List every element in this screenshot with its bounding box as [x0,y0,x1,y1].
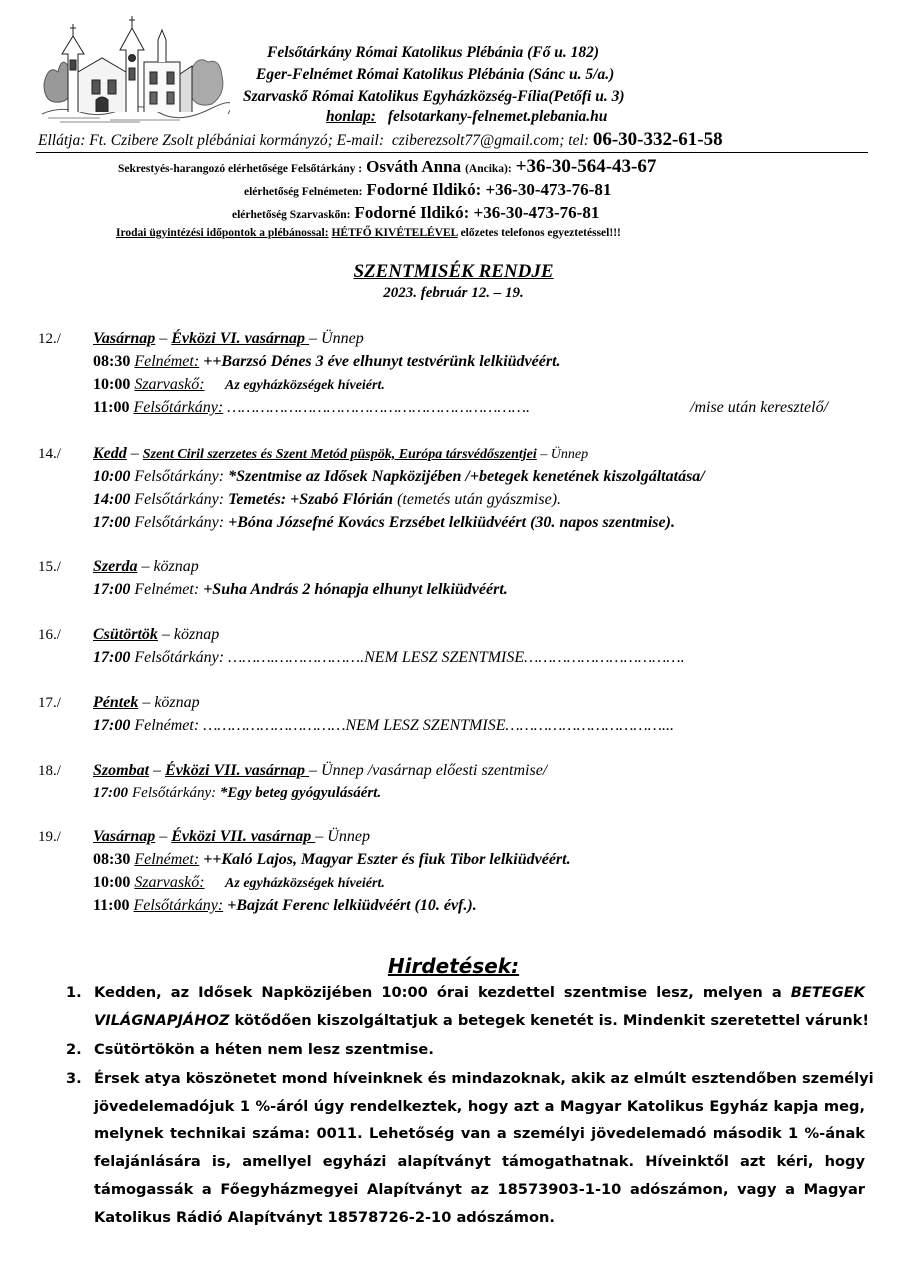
feast-rank: – Ünnep [536,447,589,462]
day-name: Szombat [93,762,150,779]
szarvasko-contact-line [232,203,599,223]
day-heading [93,558,199,576]
announcement-text-line: VILÁGNAPJÁHOZ kötődően kiszolgáltatjuk a betegek kenetét is. Mindenkit szeretettel várunk! [94,1011,870,1029]
felnemet-label: elérhetőség Felnémeten: [244,186,363,198]
feast-rank: – Ünnep /vasárnap előesti szentmise/ [309,762,548,779]
szarvasko-label: elérhetőség Szarvaskőn: [232,209,351,221]
mass-intention: Temetés: +Szabó Flórián [224,491,394,508]
homepage-label: honlap: [326,108,376,125]
baptism-note: /mise után keresztelő/ [690,399,829,416]
office-hours-note: előzetes telefonos egyeztetéssel!!! [460,227,621,239]
mass-row [93,874,385,892]
mass-time: 14:00 [93,491,131,508]
day-heading [93,762,547,780]
felnemet-contact: Fodorné Ildikó: +36-30-473-76-81 [366,180,612,199]
mass-intention: +Bóna Józsefné Kovács Erzsébet lelkiüdvéért (30. napos szentmise). [224,514,675,531]
szarvasko-contact: Fodorné Ildikó: +36-30-473-76-81 [354,203,600,222]
announcement-text-line: felajánlására is, amellyel egyházi alapítványt támogathatnak. Híveinktől azt kéri, hogy [94,1153,865,1171]
day-number: 12./ [38,331,61,347]
mass-time: 08:30 [93,353,131,370]
mass-intention: ++Barzsó Dénes 3 éve elhunyt testvérünk lelkiüdvéért. [199,353,561,370]
mass-row [93,491,561,509]
mass-location: Felsőtárkány: [132,785,217,801]
mass-row [93,468,705,486]
mass-intention: …………………………NEM LESZ SZENTMISE……………………………... [199,717,674,734]
day-separator: – [149,762,166,779]
feast-rank: köznap [173,626,220,643]
feast-name: Évközi VII. vasárnap [171,828,316,845]
mass-location: Felnémet: [134,717,200,734]
announcement-text-line: melynek technikai száma: 0011. Lehetőség van a személyi jövedelemadó második 1 %-ának [94,1125,865,1143]
announcement-text-line: támogassák a Főegyházmegyei Alapítványt az 18573903-1-10 adószámon, vagy a Magyar [94,1180,865,1198]
felnemet-contact-line [244,180,611,200]
feast-rank: köznap [154,694,200,711]
mass-row [93,717,674,735]
day-name: Péntek [93,694,139,711]
day-separator: – [126,445,143,462]
sacristan-nick: (Ancika): [465,163,512,175]
day-name: Vasárnap [93,828,156,845]
schedule-date-range: 2023. február 12. – 19. [383,285,524,301]
mass-location: Felsőtárkány: [134,468,225,485]
sacristan-phone: +36-30-564-43-67 [515,156,657,177]
day-number: 19./ [38,829,61,845]
parish-line-3: Szarvaskő Római Katolikus Egyházközség-Fília(Petőfi u. 3) [243,88,625,105]
announcement-number: 2. [66,1041,82,1058]
mass-time: 11:00 [93,399,130,416]
feast-name: Évközi VI. vasárnap [171,330,310,347]
caretaker-text: Ellátja: Ft. Czibere Zsolt plébániai kormányzó; E-mail: [38,132,384,149]
day-name: Vasárnap [93,330,156,347]
office-hours-line [116,227,621,239]
mass-location: Felnémet: [134,851,200,868]
mass-time: 08:30 [93,851,131,868]
mass-row [93,514,675,532]
sacristan-line [118,156,656,178]
mass-location: Felnémet: [134,353,200,370]
day-heading [93,626,219,644]
mass-location: Felnémet: [134,581,200,598]
announcements-title: Hirdetések: [387,954,520,978]
day-number: 16./ [38,627,61,643]
announcement-number: 1. [66,984,82,1001]
church-illustration [40,14,230,126]
mass-row [93,897,477,915]
homepage-link[interactable]: felsotarkany-felnemet.plebania.hu [387,108,608,125]
mass-location: Felsőtárkány: [133,399,224,416]
mass-time: 17:00 [93,717,131,734]
phone-number: 06-30-332-61-58 [592,129,723,150]
mass-time: 17:00 [93,785,128,801]
mass-intention: +Bajzát Ferenc lelkiüdvéért (10. évf.). [223,897,477,914]
mass-intention: Az egyházközségek híveiért. [204,378,385,393]
day-number: 18./ [38,763,61,779]
announcement-text-line: Katolikus Rádió Alapítványt 18578726-2-10 adószámon. [94,1208,555,1226]
mass-row [93,399,530,417]
announcement-text-line: Csütörtökön a héten nem lesz szentmise. [94,1041,434,1058]
day-number: 14./ [38,446,61,462]
mass-time: 11:00 [93,897,130,914]
announcement-text-line: Kedden, az Idősek Napközijében 10:00 órai kezdettel szentmise lesz, melyen a BETEGEK [94,984,865,1001]
feast-rank: köznap [153,558,199,575]
day-separator: – [155,330,172,347]
mass-intention: Az egyházközségek híveiért. [204,876,385,891]
email-link[interactable]: cziberezsolt77@gmail.com; [391,132,565,149]
mass-time: 10:00 [93,468,131,485]
mass-intention: *Szentmise az Idősek Napközijében /+betegek kenetének kiszolgáltatása/ [224,468,705,485]
tel-label: tel: [568,132,589,149]
mass-row [93,376,385,394]
mass-intention: ……….……………….NEM LESZ SZENTMISE……………………………. [224,649,685,666]
sacristan-name: Osváth Anna [366,157,462,176]
day-heading [93,330,364,348]
mass-note: (temetés után gyászmise). [393,491,562,508]
day-heading [93,445,588,463]
mass-time: 17:00 [93,649,131,666]
day-name: Szerda [93,558,138,575]
feast-rank: – Ünnep [309,330,364,347]
mass-intention: +Suha András 2 hónapja elhunyt lelkiüdvéért. [199,581,508,598]
day-separator: – [155,828,172,845]
day-name: Csütörtök [93,626,158,643]
mass-time: 17:00 [93,581,131,598]
homepage-line [326,108,607,126]
announcement-text-line: jövedelemadójuk 1 %-áról úgy rendelkeztek, hogy azt a Magyar Katolikus Egyház kapja meg, [94,1097,865,1115]
schedule-title: SZENTMISÉK RENDJE [353,261,554,282]
announcement-text-line: Érsek atya köszönetet mond híveinknek és mindazoknak, akik az elmúlt esztendőben személyi [94,1070,874,1087]
mass-intention: ………………………………………………………. [223,399,530,416]
feast-name: Szent Ciril szerzetes és Szent Metód püspök, Európa társvédőszentjei [142,447,537,462]
mass-location: Szarvaskő: [134,874,205,891]
mass-row [93,353,561,371]
mass-location: Szarvaskő: [134,376,205,393]
office-hours-label: Irodai ügyintézési időpontok a plébánossal: [116,227,329,239]
mass-location: Felsőtárkány: [133,897,224,914]
mass-intention: ++Kaló Lajos, Magyar Eszter és fiuk Tibor lelkiüdvéért. [199,851,571,868]
mass-row [93,785,381,802]
header-divider [36,152,868,153]
parish-line-1: Felsőtárkány Római Katolikus Plébánia (Fő u. 182) [267,44,599,61]
mass-time: 10:00 [93,376,131,393]
day-separator: – [138,694,155,711]
mass-row [93,581,508,599]
office-hours-exception: HÉTFŐ KIVÉTELÉVEL [331,227,458,239]
day-separator: – [157,626,174,643]
mass-row [93,649,685,667]
announcement-number: 3. [66,1070,82,1087]
feast-rank: – Ünnep [315,828,370,845]
mass-time: 17:00 [93,514,131,531]
day-name: Kedd [93,445,127,462]
mass-location: Felsőtárkány: [134,514,225,531]
parish-line-2: Eger-Felnémet Római Katolikus Plébánia (Sánc u. 5/a.) [256,66,615,83]
day-heading [93,694,200,712]
day-separator: – [137,558,154,575]
feast-name: Évközi VII. vasárnap [165,762,310,779]
mass-location: Felsőtárkány: [134,649,225,666]
day-number: 15./ [38,559,61,575]
day-number: 17./ [38,695,61,711]
mass-time: 10:00 [93,874,131,891]
mass-row [93,851,571,869]
mass-intention: *Egy beteg gyógyulásáért. [216,785,382,801]
caretaker-line [38,129,723,151]
sacristan-label: Sekrestyés-harangozó elérhetősége Felsőtárkány : [118,163,363,175]
day-heading [93,828,370,846]
mass-location: Felsőtárkány: [134,491,225,508]
